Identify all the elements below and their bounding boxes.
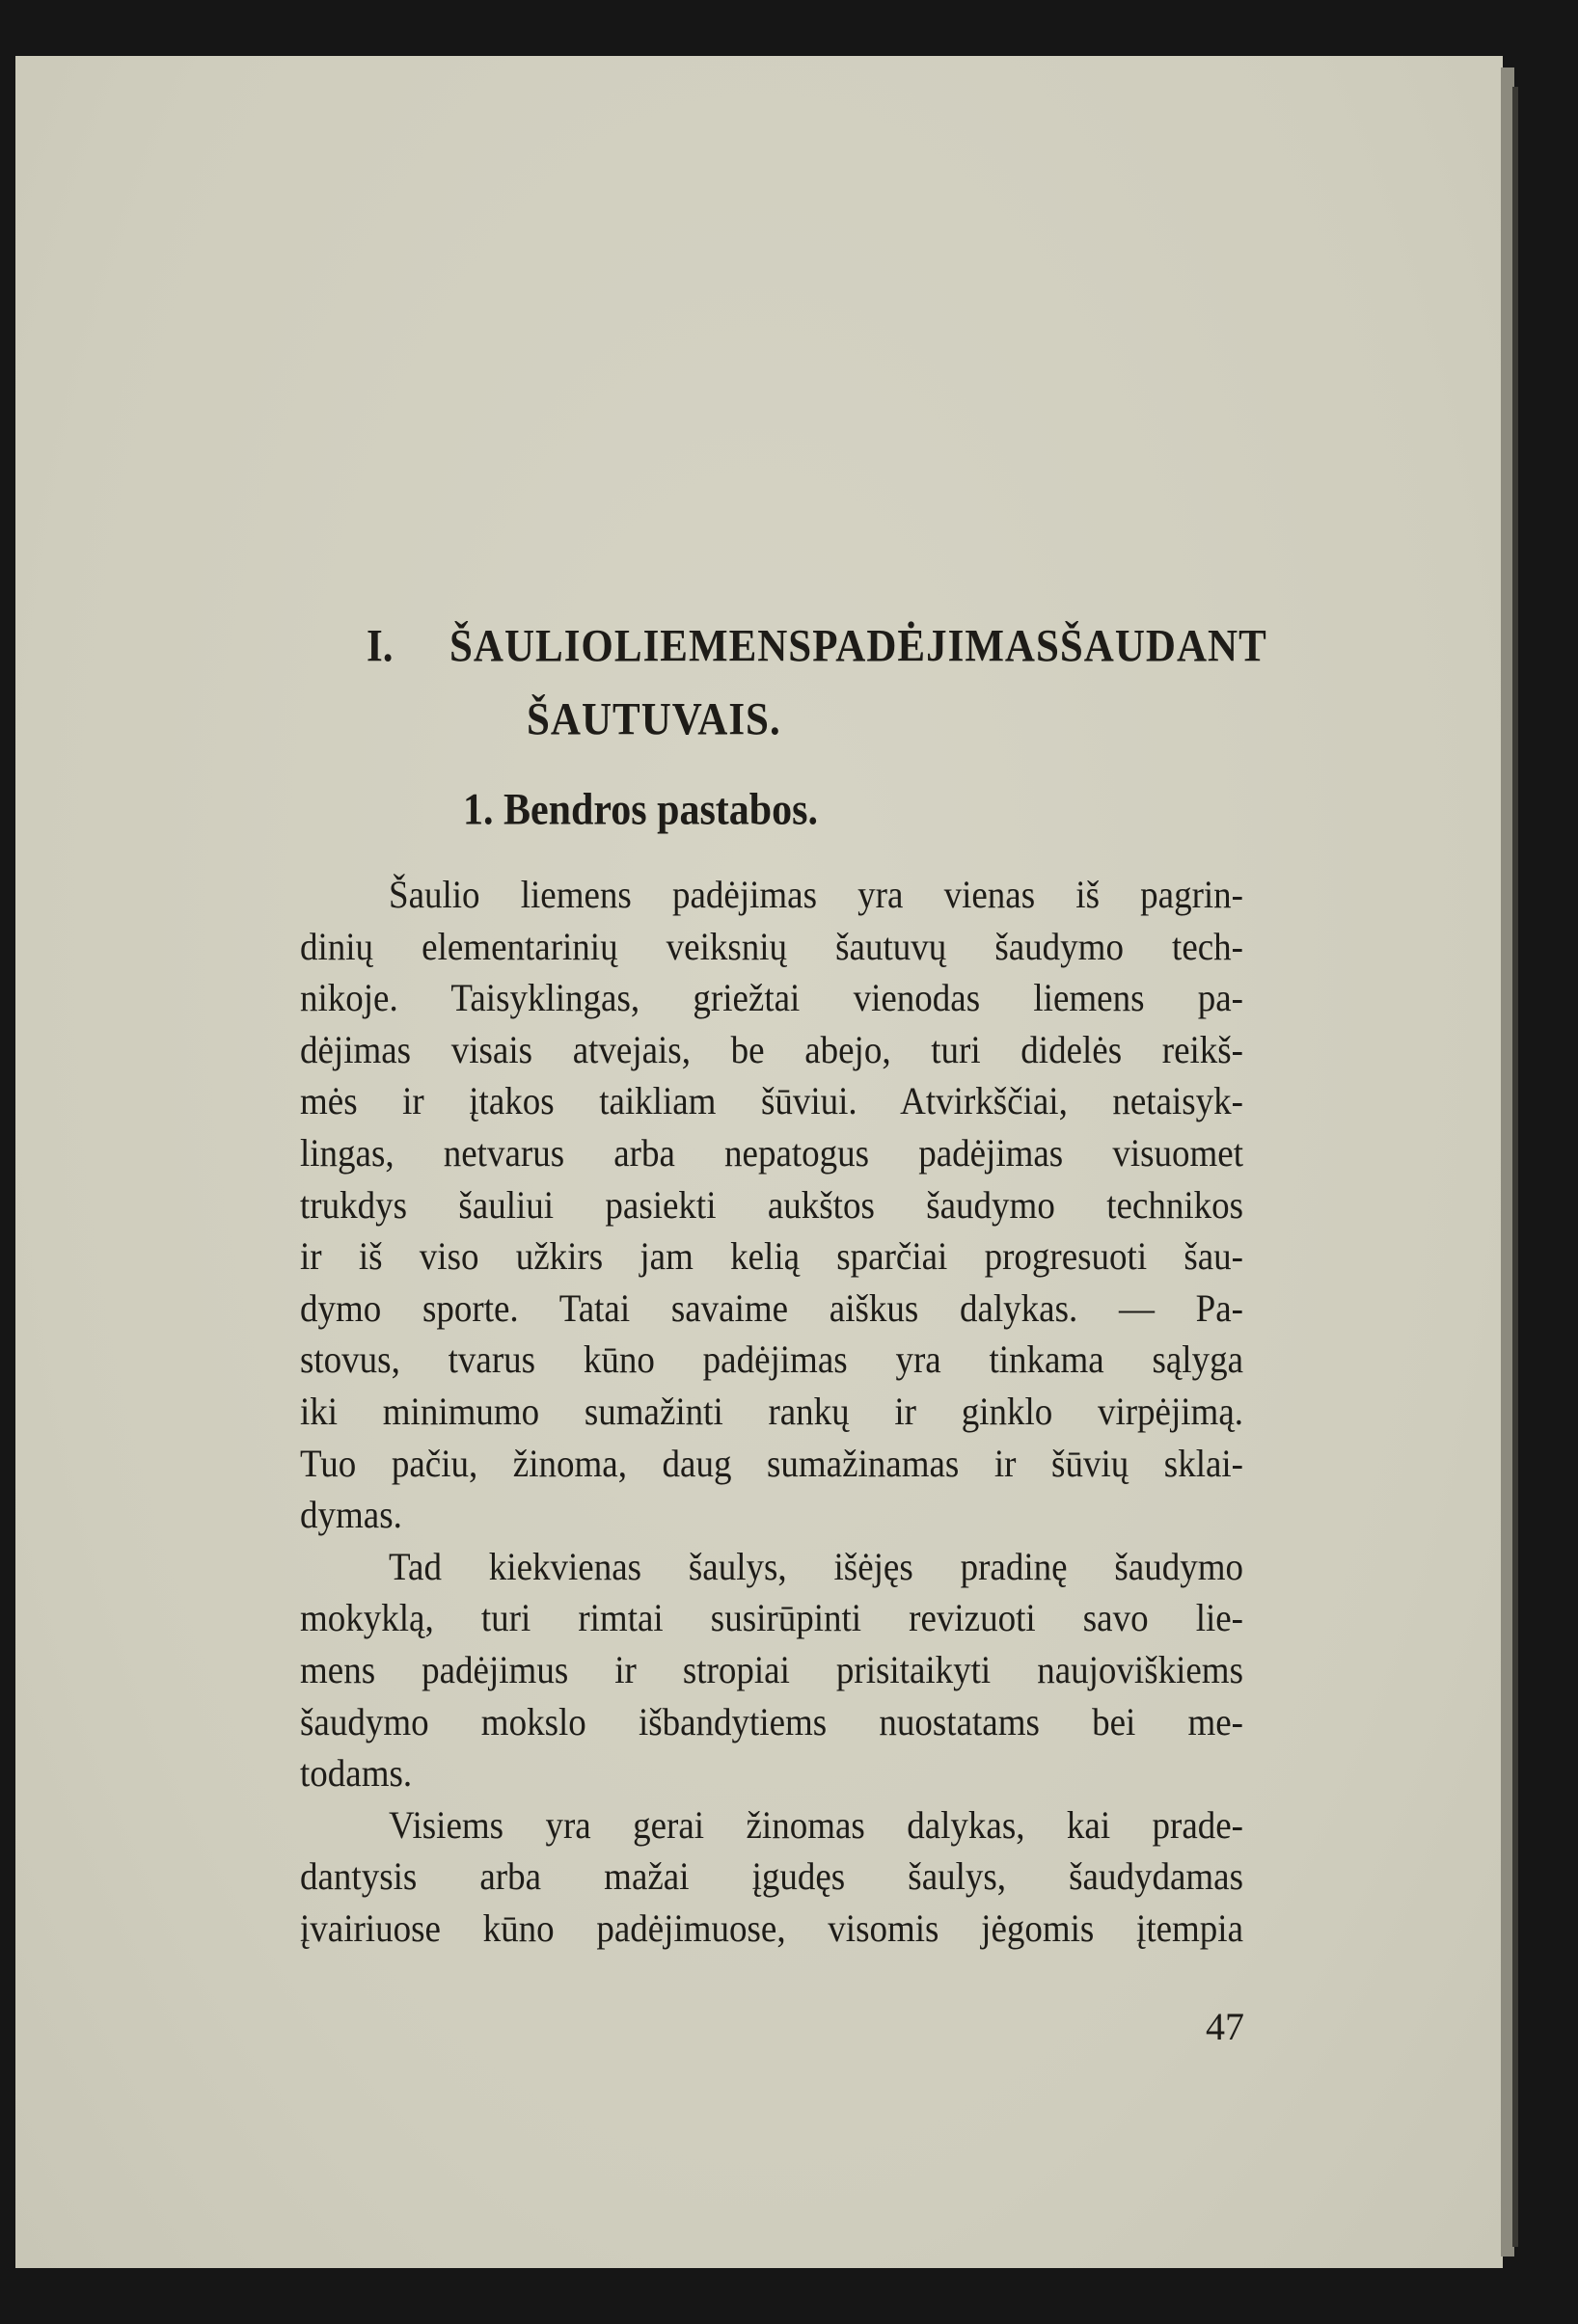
text-line: stovus, tvarus kūno padėjimas yra tinkama sąlyga [300, 1338, 1243, 1382]
chapter-number: I. [367, 621, 394, 672]
title-word: ŠAUDANT [1059, 621, 1267, 672]
body-text [300, 870, 1243, 1955]
text-line: trukdys šauliui pasiekti aukštos šaudymo technikos [300, 1183, 1243, 1228]
title-word: PADĖJIMAS [812, 621, 1060, 672]
text-line: Tuo pačiu, žinoma, daug sumažinamas ir šūvių sklai- [300, 1442, 1243, 1486]
chapter-title-line2: ŠAUTUVAIS. [527, 694, 781, 745]
page-number: 47 [1206, 2005, 1244, 2048]
text-line: dymas. [300, 1494, 402, 1537]
page-edge-shadow [1512, 87, 1518, 2247]
section-heading: 1. Bendros pastabos. [463, 785, 818, 835]
text-line: mens padėjimus ir stropiai prisitaikyti naujoviškiems [300, 1649, 1243, 1692]
text-line: iki minimumo sumažinti rankų ir ginklo virpėjimą. [300, 1391, 1243, 1434]
text-line: dymo sporte. Tatai savaime aiškus dalykas. — Pa- [300, 1287, 1243, 1331]
text-line: lingas, netvarus arba nepatogus padėjimas visuomet [300, 1132, 1243, 1176]
chapter-title-line1 [449, 621, 1267, 673]
title-word: LIEMENS [613, 621, 813, 672]
text-line: mokyklą, turi rimtai susirūpinti revizuoti savo lie- [300, 1597, 1243, 1640]
text-line: ir iš viso užkirs jam kelią sparčiai progresuoti šau- [300, 1235, 1243, 1279]
text-line: įvairiuose kūno padėjimuose, visomis jėgomis įtempia [300, 1907, 1243, 1951]
text-line: dinių elementarinių veiksnių šautuvų šaudymo tech- [300, 925, 1243, 969]
text-line: dėjimas visais atvejais, be abejo, turi didelės reikš- [300, 1029, 1243, 1072]
text-line: Visiems yra gerai žinomas dalykas, kai prade- [389, 1804, 1243, 1848]
text-line: šaudymo mokslo išbandytiems nuostatams bei me- [300, 1700, 1243, 1744]
text-line: todams. [300, 1752, 413, 1796]
text-line: Tad kiekvienas šaulys, išėjęs pradinę šaudymo [389, 1546, 1243, 1589]
text-line: dantysis arba mažai įgudęs šaulys, šaudydamas [300, 1855, 1243, 1899]
title-word: ŠAULIO [449, 621, 614, 672]
text-line: Šaulio liemens padėjimas yra vienas iš pagrin- [389, 874, 1243, 917]
text-line: nikoje. Taisyklingas, griežtai vienodas liemens pa- [300, 977, 1243, 1020]
text-line: mės ir įtakos taikliam šūviui. Atvirkščiai, netaisyk- [300, 1080, 1243, 1123]
